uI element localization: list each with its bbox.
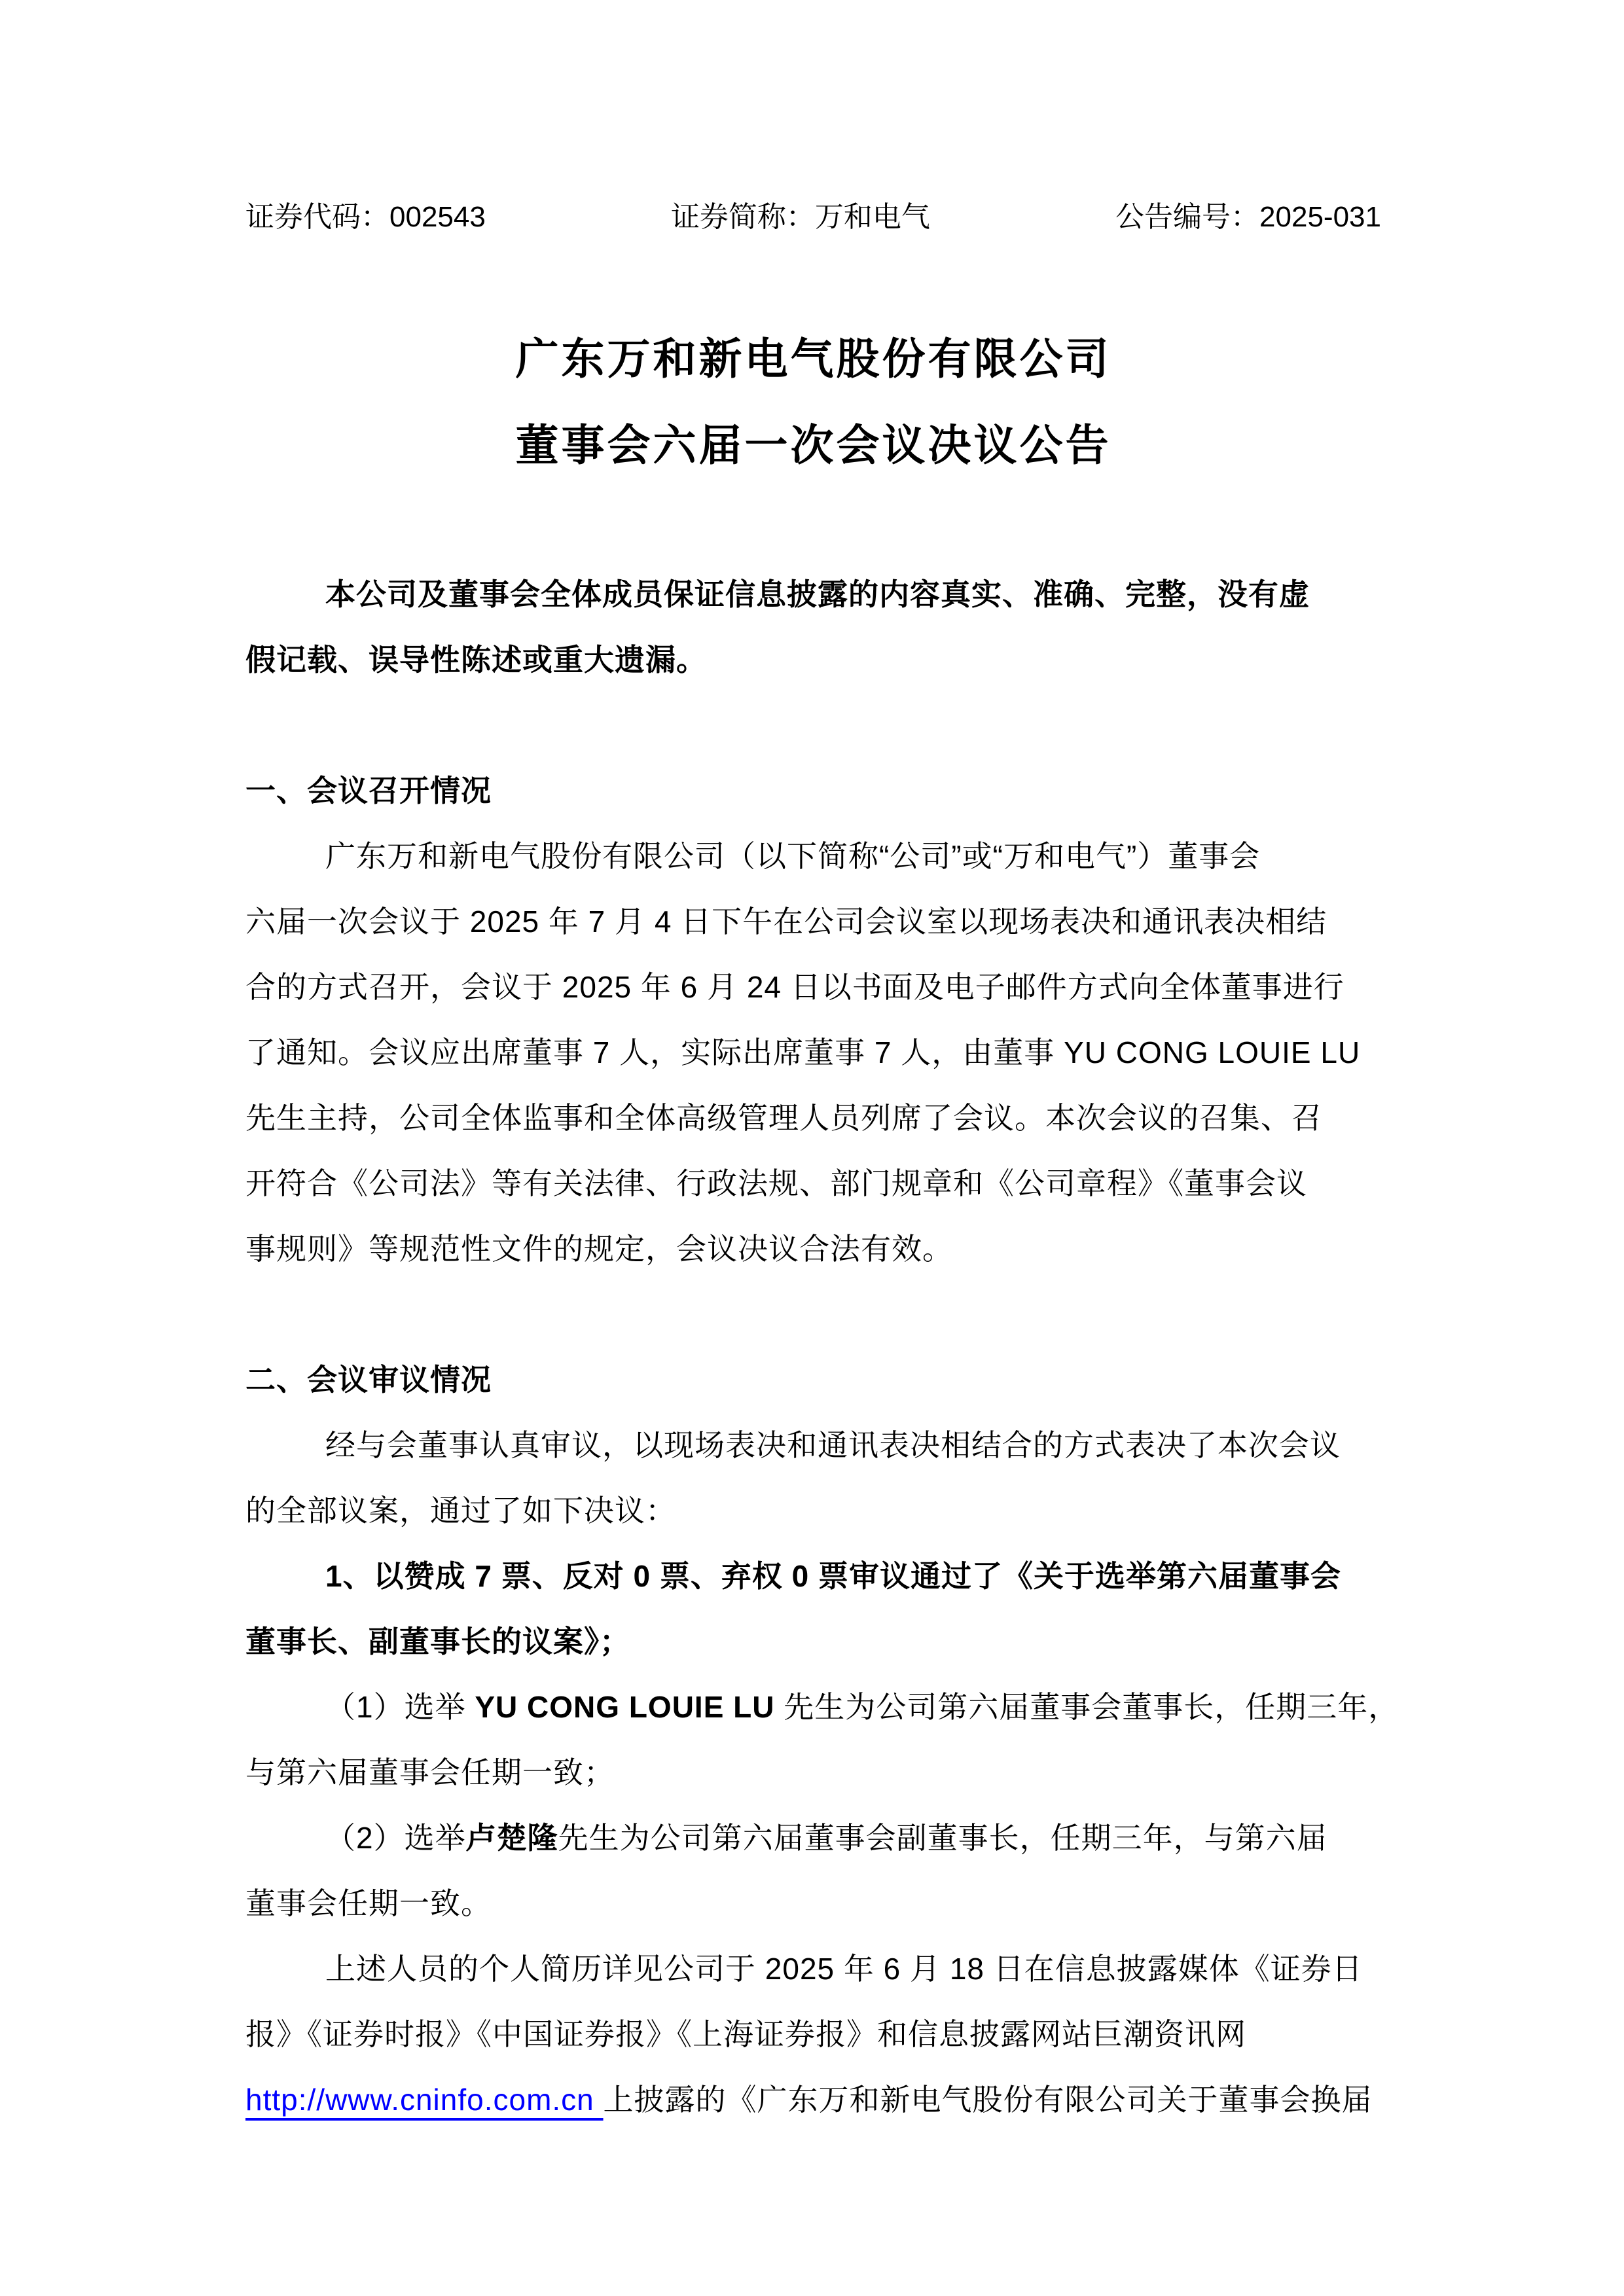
text-run: 经与会董事认真审议，以现场表决和通讯表决相结合的方式表决了本次会议 (325, 1428, 1341, 1462)
text-run: 先生主持，公司全体监事和全体高级管理人员列席了会议。本次会议的召集、召 (245, 1101, 1322, 1135)
text-run: 先生为公司第六届董事会董事长，任期三年， (774, 1690, 1399, 1724)
text-run: 了通知。会议应出席董事 7 人，实际出席董事 7 人，由董事 YU CONG LOUIE LU (245, 1035, 1361, 1069)
text-run: 六届一次会议于 2025 年 7 月 4 日下午在公司会议室以现场表决和通讯表决相结 (245, 905, 1327, 939)
text-line (245, 1412, 1381, 1478)
text-run: 广东万和新电气股份有限公司（以下简称“公司”或“万和电气”）董事会 (325, 839, 1261, 873)
text-line (245, 1740, 1381, 1805)
document-title (245, 315, 1381, 488)
stock-code: 证券代码：002543 (245, 201, 486, 233)
text-line (245, 889, 1381, 954)
heading-text: 二、会议审议情况 (245, 1363, 492, 1397)
text-run: 的全部议案，通过了如下决议： (245, 1494, 676, 1528)
bold-text-run: YU CONG LOUIE LU (475, 1690, 775, 1724)
text-run: 与第六届董事会任期一致； (245, 1755, 615, 1789)
text-line (245, 1085, 1381, 1151)
text-line (245, 1674, 1399, 1740)
announcement-title: 董事会六届一次会议决议公告 (515, 421, 1111, 469)
resolution-1-item-1 (245, 1674, 1399, 1805)
text-run: 事规则》等规范性文件的规定，会议决议合法有效。 (245, 1232, 953, 1266)
text-run: 合的方式召开，会议于 2025 年 6 月 24 日以书面及电子邮件方式向全体董事进行 (245, 970, 1344, 1004)
text-line (245, 2067, 1381, 2132)
text-line (245, 562, 1381, 627)
text-run: 上披露的《广东万和新电气股份有限公司关于董事会换届 (603, 2083, 1373, 2117)
resume-disclosure-paragraph (245, 1936, 1381, 2132)
text-run: 本公司及董事会全体成员保证信息披露的内容真实、准确、完整，没有虚 (325, 577, 1310, 611)
text-run: （1）选举 (325, 1690, 475, 1724)
text-line (245, 1805, 1381, 1871)
text-run: 假记载、误导性陈述或重大遗漏。 (245, 643, 707, 677)
text-run: 董事长、副董事长的议案》； (245, 1624, 630, 1659)
text-run: 开符合《公司法》等有关法律、行政法规、部门规章和《公司章程》《董事会议 (245, 1166, 1307, 1200)
text-line (245, 1609, 1381, 1674)
bold-text-run: 卢楚隆 (465, 1821, 558, 1855)
text-line (245, 1871, 1381, 1936)
heading-text: 一、会议召开情况 (245, 774, 492, 808)
announcement-header (245, 196, 1381, 238)
resolution-1-heading (245, 1543, 1381, 1674)
text-run: 1、以赞成 7 票、反对 0 票、弃权 0 票审议通过了《关于选举第六届董事会 (325, 1559, 1342, 1593)
text-run: 董事会任期一致。 (245, 1886, 492, 1920)
text-line (245, 627, 1381, 692)
text-line (245, 2001, 1381, 2067)
text-run: 报》《证券时报》《中国证券报》《上海证券报》和信息披露网站巨潮资讯网 (245, 2017, 1246, 2051)
cninfo-website-link[interactable]: http://www.cninfo.com.cn (245, 2083, 604, 2117)
company-name-title: 广东万和新电气股份有限公司 (515, 334, 1111, 383)
text-line (245, 823, 1381, 889)
text-line (245, 954, 1381, 1020)
section-1-heading (245, 758, 1381, 823)
text-line (245, 1478, 1381, 1543)
disclaimer-paragraph (245, 562, 1381, 692)
text-line (245, 1020, 1381, 1085)
announcement-number: 公告编号：2025-031 (1115, 201, 1381, 233)
text-run: 上述人员的个人简历详见公司于 2025 年 6 月 18 日在信息披露媒体《证券日 (325, 1952, 1363, 1986)
text-run: 先生为公司第六届董事会副董事长，任期三年，与第六届 (558, 1821, 1327, 1855)
section-2-intro-paragraph (245, 1412, 1381, 1543)
document-content (245, 196, 1399, 2132)
section-2-heading (245, 1347, 1381, 1412)
text-line (245, 1151, 1381, 1216)
text-line (245, 1936, 1381, 2001)
text-run: （2）选举 (325, 1821, 466, 1855)
stock-short-name: 证券简称：万和电气 (670, 201, 930, 233)
section-1-paragraph (245, 823, 1381, 1282)
document-body (245, 562, 1399, 2132)
text-line (245, 1216, 1381, 1282)
text-line (245, 1543, 1381, 1609)
resolution-1-item-2 (245, 1805, 1381, 1936)
